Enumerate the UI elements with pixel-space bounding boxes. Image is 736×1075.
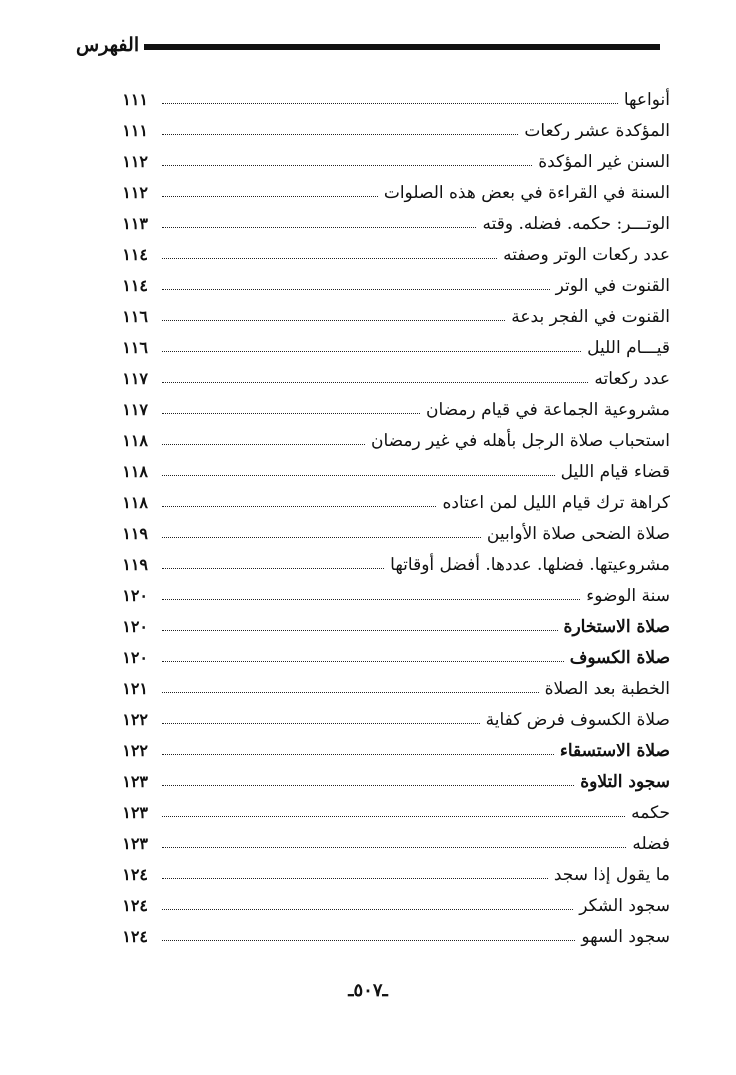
toc-entry-label: حكمه [631,803,670,823]
toc-entry [100,483,670,514]
toc-entry-label: صلاة الكسوف فرض كفاية [485,710,670,730]
toc-entry-label: المؤكدة عشر ركعات [524,121,670,141]
dot-leader [162,475,555,476]
toc-entry-label: السنن غير المؤكدة [538,152,670,172]
toc-entry-page: ١١٤ [122,245,148,264]
toc-entry-page: ١٢٣ [122,803,148,822]
toc-entry-label: ما يقول إذا سجد [553,865,670,885]
toc-entry [100,297,670,328]
dot-leader [162,289,550,290]
toc-entry-label: صلاة الضحى صلاة الأوابين [486,524,670,544]
toc-entry-page: ١١٣ [122,214,148,233]
toc-entry-label: عدد ركعاته [594,369,670,389]
toc-entry [100,452,670,483]
header-rule [144,44,660,50]
toc-entry-page: ١١٨ [122,493,148,512]
toc-entry-page: ١١٦ [122,307,148,326]
toc-entry [100,700,670,731]
dot-leader [162,506,436,507]
dot-leader [162,692,539,693]
dot-leader [162,723,480,724]
toc-entry-label: أنواعها [623,90,670,110]
dot-leader [162,134,518,135]
page-header [76,30,660,66]
dot-leader [162,630,558,631]
toc-entry-page: ١١٩ [122,524,148,543]
toc-entry-page: ١١١ [122,90,148,109]
toc-entry-label: استحباب صلاة الرجل بأهله في غير رمضان [371,431,670,451]
toc-entry-page: ١٢٤ [122,865,148,884]
toc-entry-label: القنوت في الفجر بدعة [511,307,670,327]
toc-entry [100,762,670,793]
toc-entry-page: ١٢٠ [122,617,148,636]
toc-entry-page: ١٢٣ [122,772,148,791]
toc-entry-label: عدد ركعات الوتر وصفته [503,245,670,265]
toc-entry [100,731,670,762]
dot-leader [162,909,573,910]
toc-entry-page: ١١١ [122,121,148,140]
toc-entry [100,917,670,948]
toc-entry-label: الخطبة بعد الصلاة [544,679,670,699]
dot-leader [162,413,420,414]
dot-leader [162,878,548,879]
toc-entry [100,80,670,111]
dot-leader [162,227,476,228]
toc-entry-page: ١١٦ [122,338,148,357]
toc-list [100,80,670,948]
toc-entry [100,824,670,855]
toc-entry-label: سجود التلاوة [580,772,670,792]
toc-entry-page: ١٢٤ [122,927,148,946]
dot-leader [162,599,580,600]
toc-entry-page: ١١٧ [122,400,148,419]
toc-entry-label: قضاء قيام الليل [560,462,670,482]
toc-entry-label: صلاة الاستخارة [563,617,670,637]
toc-entry-label: صلاة الكسوف [569,648,670,668]
toc-entry-label: سجود السهو [581,927,670,947]
toc-entry [100,359,670,390]
dot-leader [162,103,618,104]
toc-entry [100,638,670,669]
toc-entry-page: ١٢٢ [122,710,148,729]
page-title: الفهرس [76,34,140,56]
toc-entry-label: السنة في القراءة في بعض هذه الصلوات [383,183,670,203]
toc-entry-page: ١٢٠ [122,648,148,667]
toc-entry-page: ١٢٠ [122,586,148,605]
toc-entry [100,421,670,452]
toc-entry-label: سجود الشكر [579,896,670,916]
toc-entry-label: سنة الوضوء [586,586,670,606]
toc-entry [100,235,670,266]
dot-leader [162,940,575,941]
dot-leader [162,754,554,755]
dot-leader [162,537,481,538]
toc-entry [100,607,670,638]
toc-entry-page: ١١٩ [122,555,148,574]
dot-leader [162,847,626,848]
toc-entry [100,855,670,886]
dot-leader [162,258,497,259]
toc-entry-label: قيـــام الليل [587,338,670,358]
toc-entry-page: ١١٨ [122,431,148,450]
toc-entry-page: ١٢٣ [122,834,148,853]
dot-leader [162,816,625,817]
toc-entry [100,204,670,235]
toc-entry-label: مشروعية الجماعة في قيام رمضان [426,400,670,420]
toc-entry-page: ١١٨ [122,462,148,481]
dot-leader [162,351,581,352]
dot-leader [162,785,574,786]
dot-leader [162,320,505,321]
toc-entry [100,793,670,824]
toc-entry-page: ١١٢ [122,152,148,171]
toc-entry-page: ١٢١ [122,679,148,698]
dot-leader [162,165,532,166]
toc-entry-page: ١١٢ [122,183,148,202]
toc-entry-page: ١١٤ [122,276,148,295]
toc-entry [100,545,670,576]
toc-entry-page: ١٢٤ [122,896,148,915]
toc-entry [100,514,670,545]
toc-entry-label: القنوت في الوتر [555,276,670,296]
toc-entry [100,173,670,204]
dot-leader [162,661,564,662]
toc-entry [100,669,670,700]
dot-leader [162,444,365,445]
toc-entry [100,886,670,917]
dot-leader [162,568,384,569]
dot-leader [162,382,588,383]
toc-entry-label: مشروعيتها. فضلها. عددها. أفضل أوقاتها [390,555,670,575]
toc-entry-label: كراهة ترك قيام الليل لمن اعتاده [442,493,670,513]
toc-entry-label: فضله [632,834,670,854]
toc-entry [100,142,670,173]
toc-entry-label: صلاة الاستسقاء [559,741,670,761]
toc-entry-label: الوتـــر: حكمه. فضله. وقته [482,214,670,234]
toc-entry-page: ١٢٢ [122,741,148,760]
toc-entry [100,390,670,421]
toc-entry [100,266,670,297]
toc-entry [100,111,670,142]
page-number: ـ٥٠٧ـ [348,980,388,1001]
toc-entry [100,576,670,607]
toc-entry-page: ١١٧ [122,369,148,388]
dot-leader [162,196,378,197]
toc-entry [100,328,670,359]
